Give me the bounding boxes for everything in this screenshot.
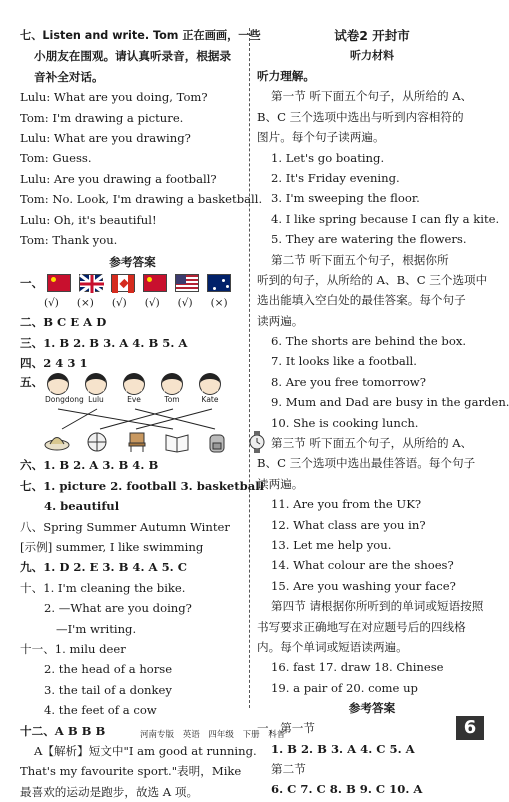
listening-material-heading: 听力材料 — [350, 49, 394, 62]
check-mark: (√) — [144, 297, 160, 310]
answer-5-label: 五、 — [20, 375, 44, 390]
script-item: 3. I'm sweeping the floor. — [271, 191, 420, 206]
kid-tom: Tom — [159, 373, 185, 404]
section-3-intro: B、C 三个选项中选出最佳答语。每个句子 — [257, 456, 476, 471]
dialog-line: Lulu: Oh, it's beautiful! — [20, 212, 157, 227]
kid-lulu: Lulu — [83, 373, 109, 404]
hat-icon — [44, 431, 70, 453]
script-item: 8. Are you free tomorrow? — [271, 374, 426, 389]
dialog-line: Tom: Thank you. — [20, 232, 118, 247]
book-icon — [164, 431, 190, 453]
dialog-line: Tom: No. Look, I'm drawing a basketball. — [20, 192, 263, 207]
answer-7-cont: 4. beautiful — [44, 499, 120, 514]
section-1-intro: 第一节 听下面五个句子，从所给的 A、 — [271, 89, 473, 104]
flag-china-icon — [143, 274, 167, 292]
dialog-line: Lulu: What are you drawing? — [20, 130, 191, 145]
flag-usa-icon — [175, 274, 199, 292]
dialog-line: Lulu: What are you doing, Tom? — [20, 90, 208, 105]
section-4-intro: 内。每个单词或短语读两遍。 — [257, 639, 408, 654]
section-heading: 听力理解。 — [257, 69, 315, 83]
ball-icon — [84, 431, 110, 453]
answer-1-checks — [44, 294, 245, 312]
q7-title-cont: 音补全对话。 — [34, 69, 104, 84]
answer-10: 十、1. I'm cleaning the bike. — [20, 580, 186, 595]
page-footer: 河南专版 英语 四年级 下册 科普 — [140, 730, 286, 740]
check-mark: (×) — [210, 297, 228, 310]
right-column — [257, 26, 509, 800]
answer-12-explanation: A【解析】短文中"I am good at running. — [34, 743, 257, 758]
answer-3: 三、1. B 2. B 3. A 4. B 5. A — [20, 335, 188, 350]
answer-12: 十二、A B B B — [20, 723, 106, 738]
section-2-intro: 第二节 听下面五个句子，根据你所 — [271, 252, 449, 267]
script-item: 4. I like spring because I can fly a kite. — [271, 211, 500, 226]
script-item: 16. fast 17. draw 18. Chinese — [271, 660, 444, 675]
section-4-intro: 第四节 请根据你所听到的单词或短语按照 — [271, 599, 484, 614]
answer-12-explanation: That's my favourite sport."表明，Mike — [20, 764, 242, 779]
answer-2: 二、B C E A D — [20, 315, 107, 330]
answer-11-item: 3. the tail of a donkey — [44, 682, 172, 697]
check-mark: (√) — [177, 297, 193, 310]
answer-11-item: 4. the feet of a cow — [44, 703, 157, 718]
answer-8: 八、Spring Summer Autumn Winter — [20, 519, 230, 534]
left-column — [20, 26, 265, 802]
answer-7: 七、1. picture 2. football 3. basketball — [20, 478, 265, 493]
q7-title-cont: 小朋友在围观。请认真听录音，根据录 — [34, 49, 232, 64]
dialog-line: Tom: Guess. — [20, 151, 92, 166]
script-item: 7. It looks like a football. — [271, 354, 417, 369]
answer-9: 九、1. D 2. E 3. B 4. A 5. C — [20, 560, 187, 575]
script-item: 15. Are you washing your face? — [271, 578, 456, 593]
answer-8-example: [示例] summer, I like swimming — [20, 540, 204, 555]
answer-11: 十一、1. milu deer — [20, 641, 126, 656]
script-item: 10. She is cooking lunch. — [271, 415, 419, 430]
check-mark: (√) — [44, 297, 59, 310]
script-item: 13. Let me help you. — [271, 537, 392, 552]
answer-1-label: 一、 — [20, 275, 44, 290]
answer-section-2: 6. C 7. C 8. B 9. C 10. A — [271, 782, 423, 797]
answer-4: 四、2 4 3 1 — [20, 356, 88, 371]
section-2-intro: 听到的句子，从所给的 A、B、C 三个选项中 — [257, 272, 488, 287]
answers-heading: 参考答案 — [348, 701, 396, 716]
flag-uk-icon — [79, 274, 103, 292]
answer-6: 六、1. B 2. A 3. B 4. B — [20, 458, 159, 473]
kid-eve: Eve — [121, 373, 147, 404]
answers-heading: 参考答案 — [109, 255, 156, 270]
answer-section-2-heading: 第二节 — [271, 761, 306, 776]
section-2-intro: 读两遍。 — [257, 313, 304, 328]
check-mark: (×) — [76, 297, 94, 310]
chair-icon — [124, 431, 150, 453]
answer-10-cont: —I'm writing. — [56, 621, 137, 636]
script-item: 6. The shorts are behind the box. — [271, 334, 467, 349]
answer-12-explanation: 最喜欢的运动是跑步，故选 A 项。 — [20, 784, 199, 799]
section-2-intro: 选出能填入空白处的最佳答案。每个句子 — [257, 293, 466, 308]
answer-5-matching — [20, 373, 245, 455]
flag-china-icon — [47, 274, 71, 292]
script-item: 1. Let's go boating. — [271, 150, 385, 165]
section-3-intro: 第三节 听下面五个句子，从所给的 A、 — [271, 436, 473, 451]
backpack-icon — [204, 431, 230, 453]
script-item: 14. What colour are the shoes? — [271, 558, 454, 573]
kid-dongdong: Dongdong — [45, 373, 71, 404]
script-item: 19. a pair of 20. come up — [271, 680, 418, 695]
check-mark: (√) — [111, 297, 127, 310]
answer-section-1: 1. B 2. B 3. A 4. C 5. A — [271, 741, 415, 756]
kid-kate: Kate — [197, 373, 223, 404]
answer-11-item: 2. the head of a horse — [44, 662, 173, 677]
flag-australia-icon — [207, 274, 231, 292]
section-1-intro: B、C 三个选项中选出与听到内容相符的 — [257, 109, 464, 124]
section-1-intro: 图片。每个句子读两遍。 — [257, 130, 385, 145]
paper-title: 试卷2 开封市 — [334, 28, 410, 43]
script-item: 12. What class are you in? — [271, 517, 426, 532]
section-4-intro: 书写要求正确地写在对应题号后的四线格 — [257, 619, 466, 634]
q7-title: 七、Listen and write. Tom 正在画画，一些 — [20, 29, 261, 42]
dialog-line: Tom: I'm drawing a picture. — [20, 110, 184, 125]
script-item: 5. They are watering the flowers. — [271, 232, 467, 247]
script-item: 9. Mum and Dad are busy in the garden. — [271, 395, 509, 410]
column-divider — [249, 28, 250, 708]
dialog-line: Lulu: Are you drawing a football? — [20, 171, 217, 186]
script-item: 2. It's Friday evening. — [271, 170, 400, 185]
answer-10-cont: 2. —What are you doing? — [44, 601, 192, 616]
page-number: 6 — [456, 716, 484, 740]
script-item: 11. Are you from the UK? — [271, 497, 422, 512]
flag-canada-icon — [111, 274, 135, 292]
section-3-intro: 读两遍。 — [257, 476, 304, 491]
answer-section-1-heading: 一、第一节 — [257, 721, 315, 736]
